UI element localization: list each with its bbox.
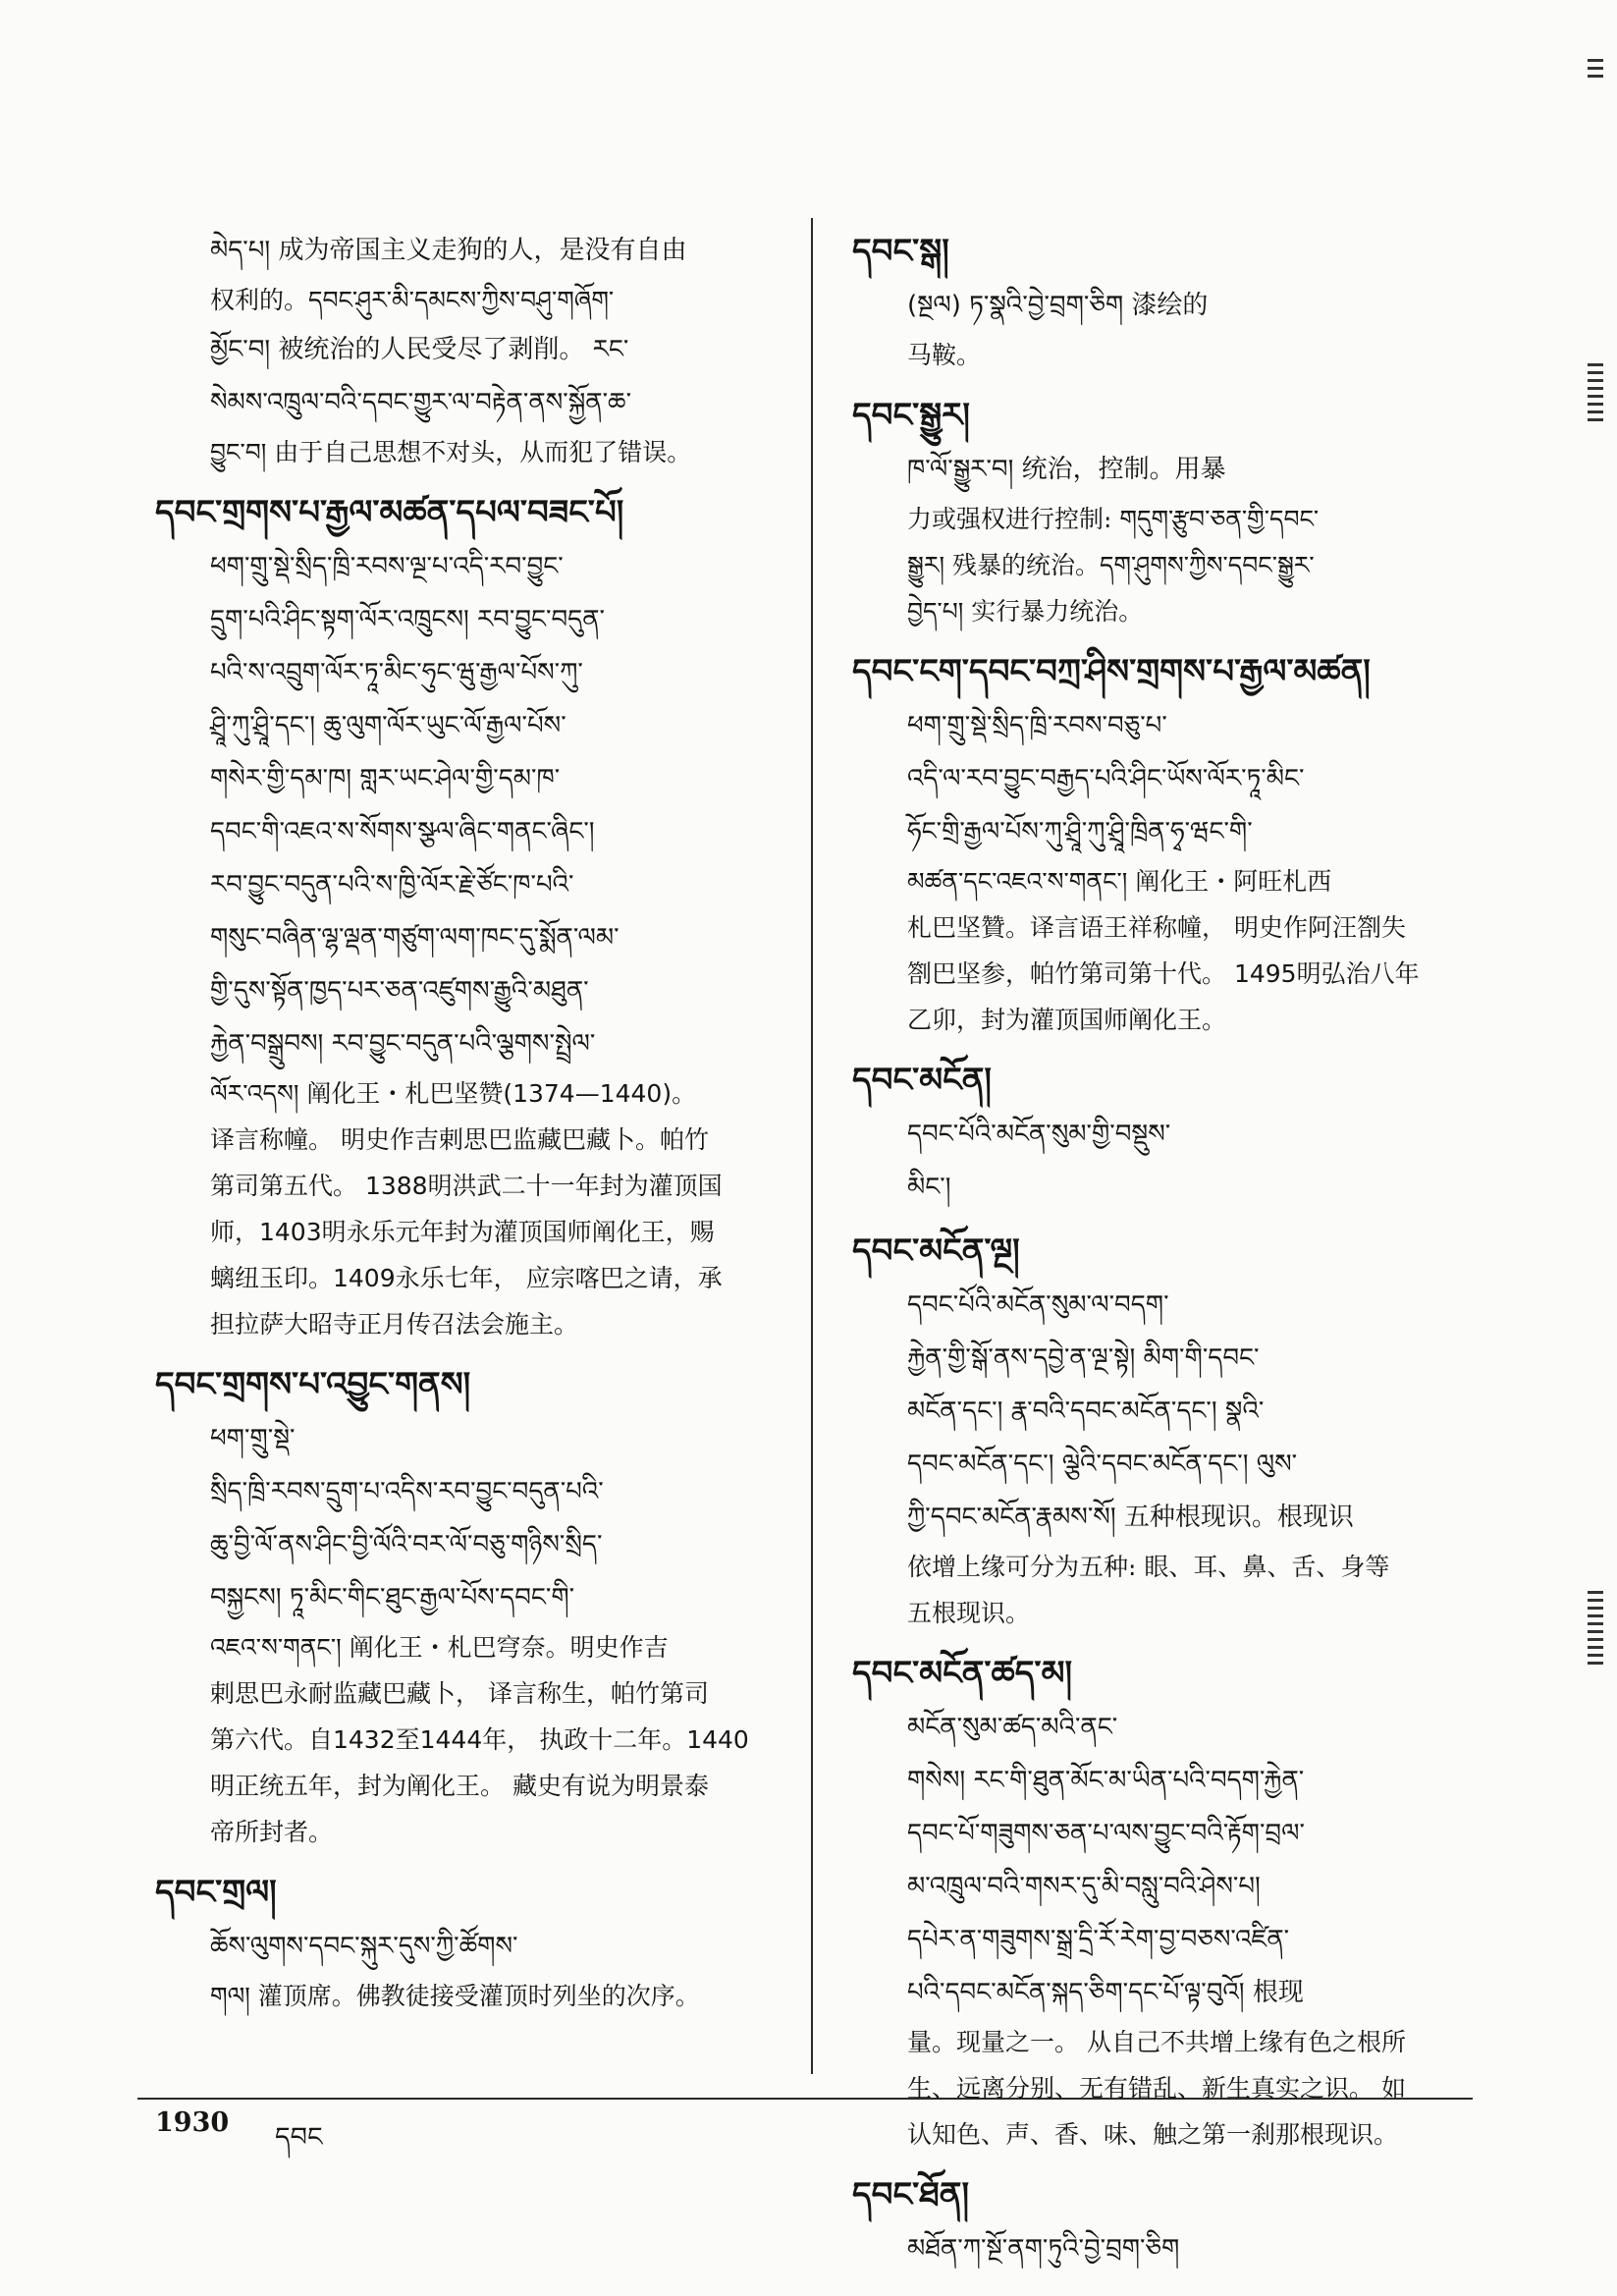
headword: དབང་ཐོན། <box>852 2175 969 2214</box>
headword: དབང་མངོན་ཚད་མ། <box>852 1654 1072 1693</box>
entry-5 <box>852 388 1490 634</box>
entry-8 <box>852 1224 1490 1636</box>
line: འཇའ་ས་གནང་། 阐化王・札巴穹奈。明史作吉 <box>210 1633 669 1662</box>
headword: དབང་མངོན་ལྔ། <box>852 1231 1020 1271</box>
line: མཚན་དང་འཇའ་ས་གནང་། 阐化王・阿旺札西 <box>907 867 1332 896</box>
right-column <box>852 224 1490 2285</box>
line: དབང་པོའི་མངོན་སུམ་གྱི་བསྡུས་ <box>907 1120 1171 1149</box>
entry-3 <box>155 1865 793 2019</box>
entry-10 <box>852 2167 1490 2275</box>
line: གལ། 灌顶席。佛教徒接受灌顶时列坐的次序。 <box>210 1982 700 2010</box>
headword: དབང་མངོན། <box>852 1061 992 1100</box>
line: རྐྱེན་བསྒྲུབས། རབ་བྱུང་བདུན་པའི་ལྕགས་སྤྲེལ་ <box>210 1029 596 1059</box>
column-divider <box>811 218 813 2074</box>
line: གྱི་དུས་སྟོན་ཁྱད་པར་ཅན་འཛུགས་རྒྱུའི་མཐུན་ <box>210 976 589 1006</box>
line: དཔེར་ན་གཟུགས་སྒྲ་དྲི་རོ་རེག་བྱ་བཅས་འཛིན་ <box>907 1925 1290 1954</box>
left-column <box>155 224 793 2029</box>
line: (སྔལ) ཏ་སྣའི་བྱེ་བྲག་ཅིག 漆绘的 <box>907 291 1209 320</box>
headword: དབང་གྲགས་པ་འབྱུང་གནས། <box>155 1365 471 1404</box>
entry-1 <box>155 485 793 1347</box>
line: ཕག་གྲུ་སྡེ་ <box>210 1424 296 1453</box>
line: གསུང་བཞིན་ལྷ་ལྡན་གཙུག་ལག་ཁང་དུ་སྨོན་ལམ་ <box>210 923 620 953</box>
entry-0 <box>155 224 793 475</box>
line: ཕག་གྲུ་སྡེ་སྲིད་ཁྲི་རབས་བཅུ་པ་ <box>907 711 1167 740</box>
line: རྐྱེན་གྱི་སྒོ་ནས་དབྱེ་ན་ལྔ་སྟེ། མིག་གི་དབང་ <box>907 1343 1260 1373</box>
line: 剌思巴永耐监藏巴藏卜， 译言称生，帕竹第司 <box>210 1679 709 1708</box>
scan-edge-marks-top <box>1588 59 1603 82</box>
line: 担拉萨大昭寺正月传召法会施主。 <box>210 1310 579 1339</box>
line: བྱུང་བ། 由于自己思想不对头，从而犯了错误。 <box>210 438 692 466</box>
line: 师，1403明永乐元年封为灌顶国师阐化王，赐 <box>210 1218 715 1246</box>
entry-6 <box>852 644 1490 1043</box>
line: 明正统五年，封为阐化王。 藏史有说为明景泰 <box>210 1772 709 1800</box>
line: མེད་པ། 成为帝国主义走狗的人，是没有自由 <box>210 236 687 265</box>
line: གསེར་གྱི་དམ་ཁ། གླར་ཡང་ཤེལ་གྱི་དམ་ཁ་ <box>210 764 561 793</box>
entry-2 <box>155 1357 793 1855</box>
line: 量。现量之一。 从自己不共增上缘有色之根所 <box>907 2028 1406 2056</box>
line: རབ་བྱུང་བདུན་པའི་ས་ཁྱི་ལོར་རྗེ་ཙོང་ཁ་པའི་ <box>210 870 574 900</box>
line: 依增上缘可分为五种։ 眼、耳、鼻、舌、身等 <box>907 1553 1390 1581</box>
line: ཤྲཱི་ཀུ་ཤྲཱི་དང་། ཆུ་ལུག་ལོར་ཡུང་ལོ་རྒྱལ་པོས་ <box>210 711 566 740</box>
line: དབང་པོ་གཟུགས་ཅན་པ་ལས་བྱུང་བའི་རྟོག་བྲལ་ <box>907 1819 1305 1848</box>
line: 劄巴坚参，帕竹第司第十代。 1495明弘治八年 <box>907 959 1420 988</box>
line: གསེས། རང་གི་ཐུན་མོང་མ་ཡིན་པའི་བདག་རྐྱེན་ <box>907 1766 1305 1795</box>
line: པའི་ས་འབྲུག་ལོར་ཏཱ་མིང་ཧུང་ཝུ་རྒྱལ་པོས་ཀུ་ <box>210 658 583 687</box>
line: ཁ་ལོ་སྒྱུར་བ། 统治，控制。用暴 <box>907 455 1226 484</box>
line: བྱེད་པ། 实行暴力统治。 <box>907 597 1144 626</box>
line: 五根现识。 <box>907 1599 1031 1627</box>
line: མིང་། <box>907 1173 951 1202</box>
line: སེམས་འཁྲུལ་བའི་དབང་གྱུར་ལ་བརྟེན་ནས་སྐྱོན་ཆ་ <box>210 388 632 417</box>
entry-4 <box>852 224 1490 378</box>
line: སྒྱུར། 残暴的统治。དག་ཤུགས་ཀྱིས་དབང་སྒྱུར་ <box>907 551 1315 579</box>
running-head: དབང <box>275 2122 323 2153</box>
line: དབང་གི་འཇའ་ས་སོགས་སྩལ་ཞིང་གནང་ཞིང་། <box>210 817 595 847</box>
line: 马鞍。 <box>907 341 982 369</box>
line: 生、远离分别、无有错乱、新生真实之识。 如 <box>907 2074 1406 2103</box>
line: 第司第五代。 1388明洪武二十一年封为灌顶国 <box>210 1172 723 1200</box>
headword: དབང་སྒ། <box>852 232 949 271</box>
line: 第六代。自1432至1444年， 执政十二年。1440 <box>210 1725 749 1754</box>
line: དབང་པོའི་མངོན་སུམ་ལ་བདག་ <box>907 1290 1169 1320</box>
line: དབང་མངོན་དང་། ལྕེའི་དབང་མངོན་དང་། ལུས་ <box>907 1449 1298 1479</box>
scan-edge-marks-lower <box>1588 1591 1603 1669</box>
line: འདི་ལ་རབ་བྱུང་བརྒྱད་པའི་ཤིང་ཡོས་ལོར་ཏཱ་མིང་ <box>907 764 1305 793</box>
scan-edge-marks-middle <box>1588 363 1603 426</box>
line: 力或强权进行控制։ གདུག་རྩུབ་ཅན་གྱི་དབང་ <box>907 505 1320 533</box>
line: ཀྱི་དབང་མངོན་རྣམས་སོ། 五种根现识。根现识 <box>907 1503 1354 1532</box>
line: ལོར་འདས། 阐化王・札巴坚赞(1374—1440)。 <box>210 1079 697 1108</box>
line: 译言称幢。 明史作吉剌思巴监藏巴藏卜。帕竹 <box>210 1125 709 1154</box>
line: སྲིད་ཁྲི་རབས་དྲུག་པ་འདིས་རབ་བྱུང་བདུན་པའི་ <box>210 1477 604 1506</box>
line: མངོན་སུམ་ཚད་མའི་ནང་ <box>907 1713 1118 1742</box>
line: མ་འཁྲུལ་བའི་གསར་དུ་མི་བསླུ་བའི་ཤེས་པ། <box>907 1872 1261 1901</box>
line: མངོན་དང་། རྣ་བའི་དབང་མངོན་དང་། སྣའི་ <box>907 1396 1265 1426</box>
line: 认知色、声、香、味、触之第一刹那根现识。 <box>907 2120 1399 2149</box>
headword: དབང་གྲགས་པ་རྒྱལ་མཚན་དཔལ་བཟང་པོ། <box>155 493 624 532</box>
line: ཕག་གྲུ་སྡེ་སྲིད་ཁྲི་རབས་ལྔ་པ་འདི་རབ་བྱུང་ <box>210 552 564 581</box>
headword: དབང་སྒྱུར། <box>852 396 970 435</box>
line: 札巴坚贊。译言语王祥称幢， 明史作阿汪劄失 <box>907 913 1406 942</box>
entry-9 <box>852 1646 1490 2158</box>
line: 权利的。དབང་ཤུར་མི་དམངས་ཀྱིས་བཤུ་གཞོག་ <box>210 286 615 314</box>
line: ཆོས་ལུགས་དབང་སྐུར་དུས་ཀྱི་ཚོགས་ <box>210 1932 518 1961</box>
line: ཆུ་བྱི་ལོ་ནས་ཤིང་བྱི་ལོའི་བར་ལོ་བཅུ་གཉིས་སྲིད་ <box>210 1530 603 1559</box>
headword: དབང་ངག་དབང་བཀྲ་ཤིས་གྲགས་པ་རྒྱལ་མཚན། <box>852 652 1371 691</box>
line: བསྐྱངས། ཏཱ་མིང་གིང་ཐུང་རྒྱལ་པོས་དབང་གི་ <box>210 1583 575 1613</box>
line: དྲུག་པའི་ཤིང་སྟག་ལོར་འཁྲུངས། རབ་བྱུང་བདུན་ <box>210 605 606 634</box>
line: མྱོང་བ། 被统治的人民受尽了剥削。 རང་ <box>210 335 629 364</box>
entry-7 <box>852 1053 1490 1214</box>
line: ཧོང་གྲི་རྒྱལ་པོས་ཀུ་ཤྲཱི་ཀུ་ཤྲཱི་ཁྲིན་ཧྭ་ཝང་གི་ <box>907 817 1253 847</box>
page-number: 1930 <box>155 2107 230 2138</box>
line: 帝所封者。 <box>210 1818 334 1846</box>
headword: དབང་གྲལ། <box>155 1873 277 1912</box>
line: 乙卯，封为灌顶国师阐化王。 <box>907 1006 1227 1034</box>
line: མཐོན་ཀ་སྔོ་ནག་ཏུའི་བྱེ་བྲག་ཅིག <box>907 2234 1180 2264</box>
line: པའི་དབང་མངོན་སྐད་ཅིག་དང་པོ་ལྟ་བུའོ། 根现 <box>907 1978 1304 2007</box>
line: 螭纽玉印。1409永乐七年， 应宗喀巴之请，承 <box>210 1264 723 1292</box>
